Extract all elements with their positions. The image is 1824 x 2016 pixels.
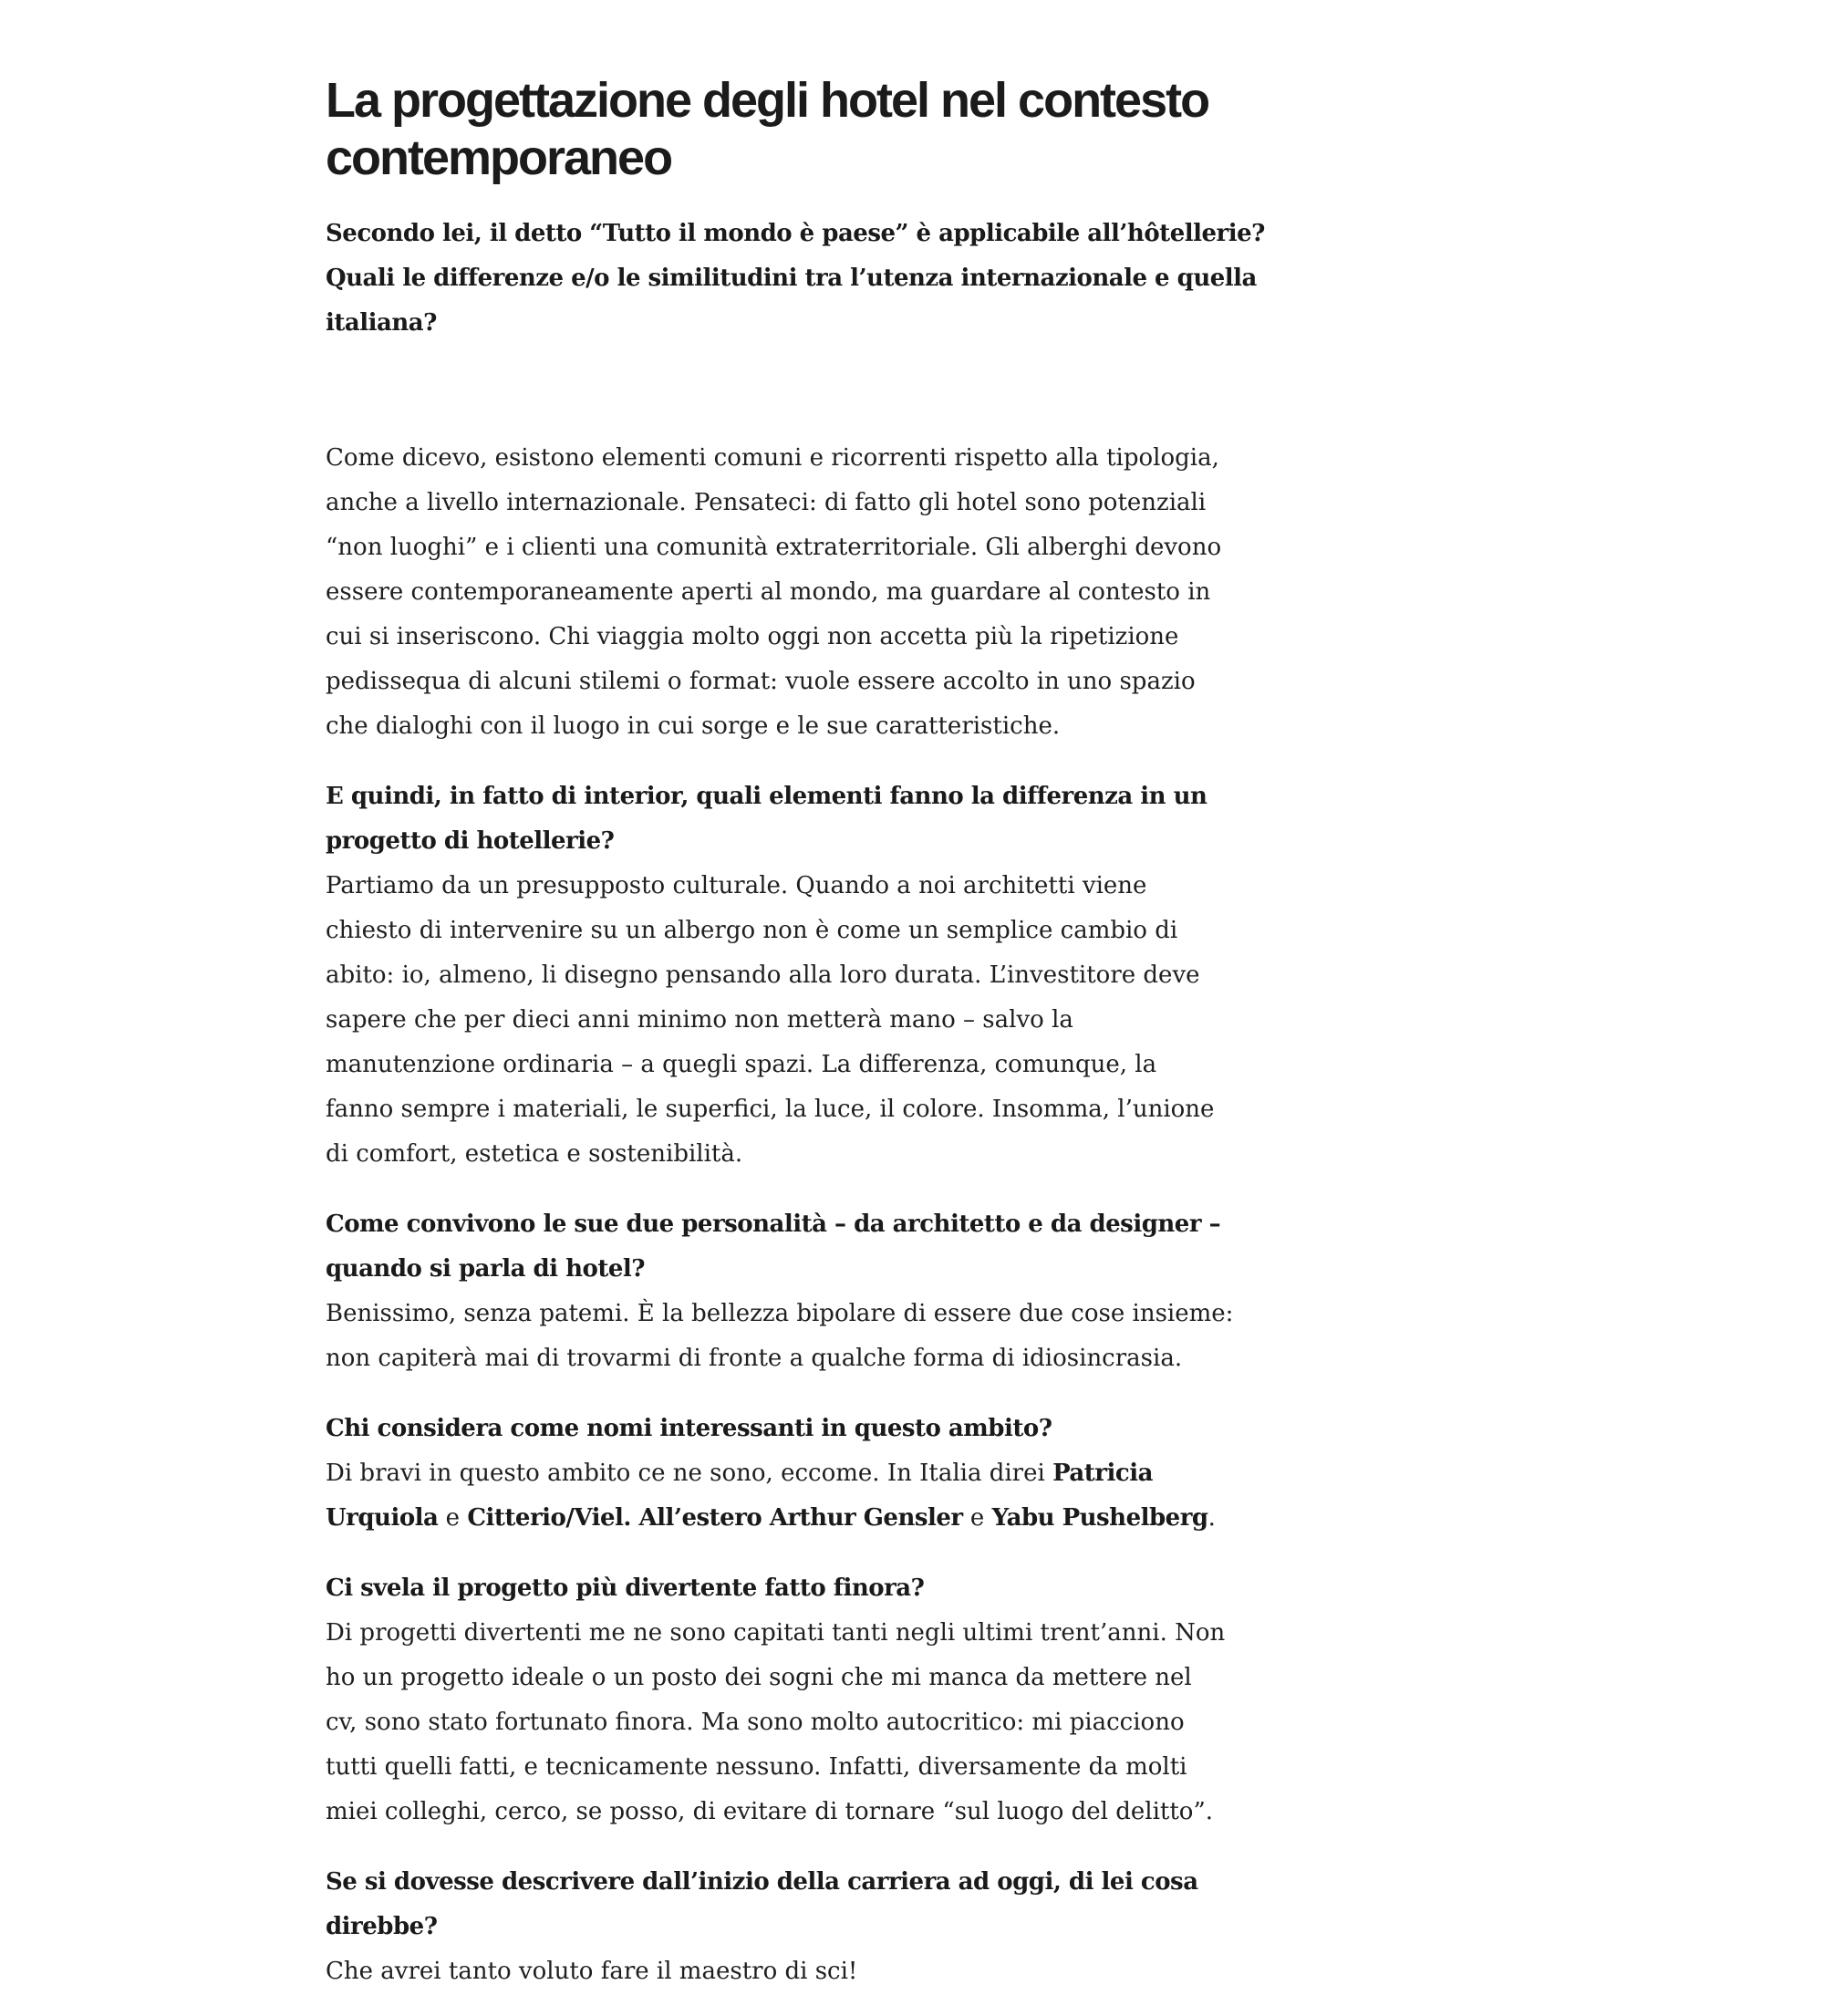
answer-text: e [962,1504,992,1532]
answer-line: miei colleghi, cerco, se posso, di evitare di tornare “sul luogo del delitto”. [326,1798,1214,1825]
question-line: Chi considera come nomi interessanti in questo ambito? [326,1415,1052,1442]
question-line: direbbe? [326,1913,438,1940]
answer-line [326,1496,1511,1541]
question-line: E quindi, in fatto di interior, quali elementi fanno la differenza in un [326,783,1207,810]
qa-paragraph [326,1860,1511,1994]
answer-line: cv, sono stato fortunato finora. Ma sono molto autocritico: mi piacciono [326,1709,1185,1736]
designer-name: Citterio/Viel. All’estero Arthur Gensler [467,1504,963,1532]
answer-text: e [438,1504,468,1532]
answer-line: manutenzione ordinaria – a quegli spazi. La differenza, comunque, la [326,1051,1157,1078]
answer-text: Di bravi in questo ambito ce ne sono, eccome. In Italia direi [326,1460,1053,1487]
answer-line: fanno sempre i materiali, le superfici, la luce, il colore. Insomma, l’unione [326,1096,1215,1123]
answer-line: Benissimo, senza patemi. È la bellezza bipolare di essere due cose insieme: [326,1300,1234,1327]
answer-line: Come dicevo, esistono elementi comuni e ricorrenti rispetto alla tipologia, [326,444,1219,472]
question-line: progetto di hotellerie? [326,827,615,855]
article [326,0,1511,1994]
question-line: italiana? [326,309,437,337]
designer-name: Urquiola [326,1504,439,1532]
answer-line: sapere che per dieci anni minimo non metterà mano – salvo la [326,1006,1073,1034]
qa-paragraph [326,1566,1511,1834]
answer-line: non capiterà mai di trovarmi di fronte a qualche forma di idiosincrasia. [326,1345,1183,1372]
article-title [326,72,1511,187]
empty-paragraph [326,346,1511,436]
answer-paragraph [326,436,1511,749]
question-line: Come convivono le sue due personalità – da architetto e da designer – [326,1211,1221,1238]
title-line: contemporaneo [326,130,672,185]
qa-paragraph [326,1202,1511,1381]
answer-line: Partiamo da un presupposto culturale. Quando a noi architetti viene [326,872,1147,899]
answer-line: ho un progetto ideale o un posto dei sogni che mi manca da mettere nel [326,1664,1192,1691]
designer-name: Yabu Pushelberg [991,1504,1208,1532]
answer-line: che dialoghi con il luogo in cui sorge e le sue caratteristiche. [326,712,1061,740]
answer-line: essere contemporaneamente aperti al mondo, ma guardare al contesto in [326,578,1211,606]
answer-line: tutti quelli fatti, e tecnicamente nessuno. Infatti, diversamente da molti [326,1753,1187,1781]
qa-paragraph [326,1407,1511,1541]
question-line: Ci svela il progetto più divertente fatto finora? [326,1574,925,1602]
answer-line: anche a livello internazionale. Pensateci: di fatto gli hotel sono potenziali [326,489,1207,516]
question-line: Secondo lei, il detto “Tutto il mondo è paese” è applicabile all’hôtellerie? [326,220,1265,247]
answer-line: pedissequa di alcuni stilemi o format: vuole essere accolto in uno spazio [326,668,1196,695]
answer-line: di comfort, estetica e sostenibilità. [326,1140,743,1168]
answer-line: “non luoghi” e i clienti una comunità extraterritoriale. Gli alberghi devono [326,534,1222,561]
answer-line: Di progetti divertenti me ne sono capitati tanti negli ultimi trent’anni. Non [326,1619,1226,1647]
question-line: Se si dovesse descrivere dall’inizio della carriera ad oggi, di lei cosa [326,1868,1198,1896]
answer-line: Che avrei tanto voluto fare il maestro di sci! [326,1958,858,1985]
designer-name: Patricia [1052,1460,1153,1487]
question-line: quando si parla di hotel? [326,1255,645,1283]
question-line: Quali le differenze e/o le similitudini tra l’utenza internazionale e quella [326,265,1257,292]
answer-text: . [1207,1504,1216,1532]
title-line: La progettazione degli hotel nel contesto [326,73,1209,128]
question-paragraph [326,212,1511,346]
answer-line [326,1451,1511,1496]
answer-line: cui si inseriscono. Chi viaggia molto oggi non accetta più la ripetizione [326,623,1179,650]
qa-paragraph [326,774,1511,1177]
answer-line: abito: io, almeno, li disegno pensando alla loro durata. L’investitore deve [326,961,1200,989]
answer-line: chiesto di intervenire su un albergo non è come un semplice cambio di [326,917,1178,944]
